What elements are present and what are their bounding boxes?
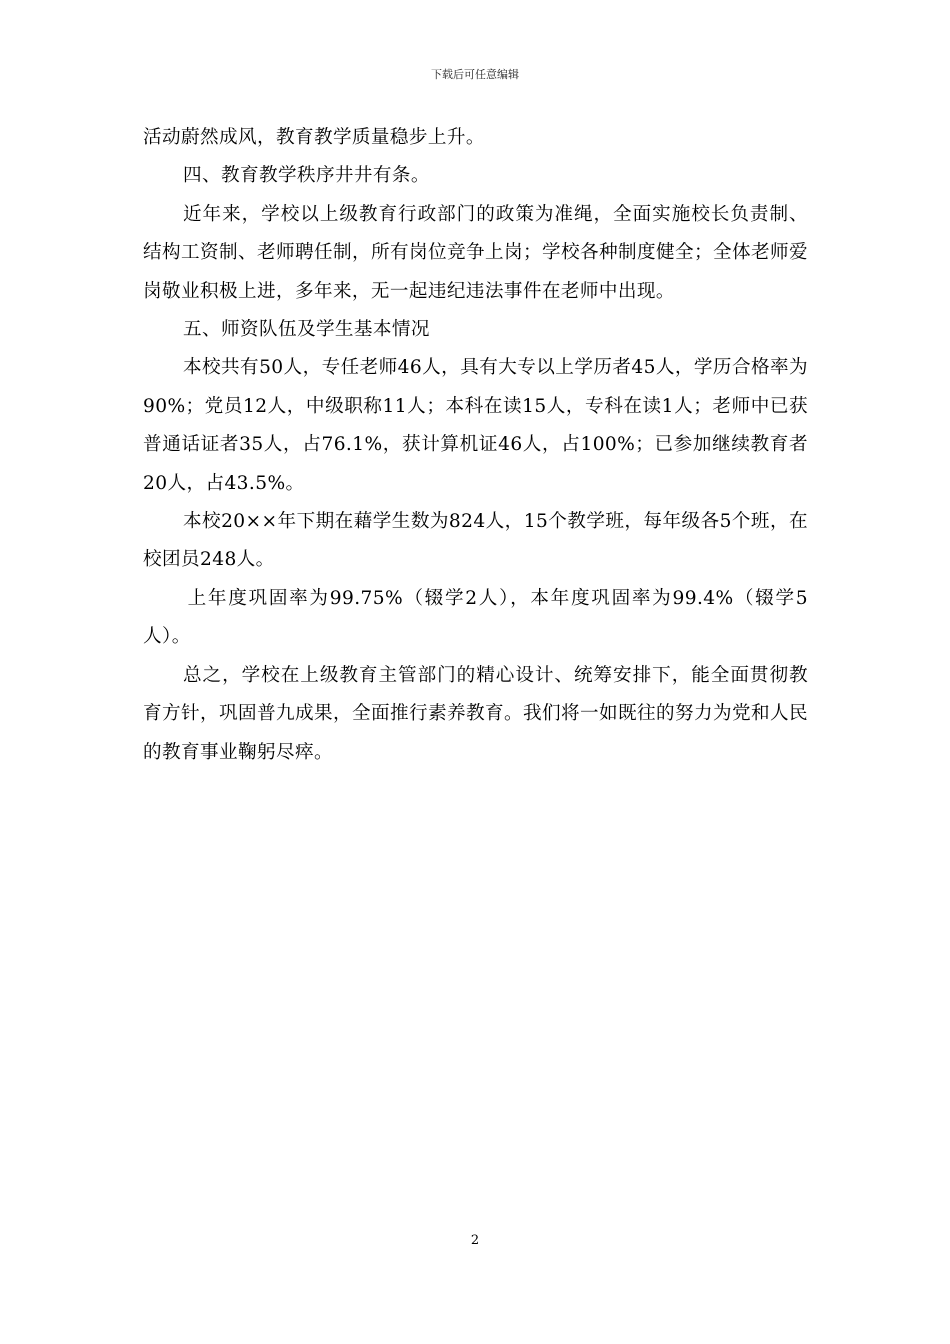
paragraph-order: 近年来，学校以上级教育行政部门的政策为准绳，全面实施校长负责制、结构工资制、老师聘任制，所有岗位竞争上岗；学校各种制度健全；全体老师爱岗敬业积极上进，多年来，无一起违纪违法事件在老师中出现。 — [143, 203, 808, 302]
paragraph-retention: 上年度巩固率为99.75%（辍学2人），本年度巩固率为99.4%（辍学5人）。 — [143, 587, 808, 648]
paragraph-summary: 总之，学校在上级教育主管部门的精心设计、统筹安排下，能全面贯彻教育方针，巩固普九成果，全面推行素养教育。我们将一如既往的努力为党和人民的教育事业鞠躬尽瘁。 — [143, 664, 808, 763]
paragraph-continuation: 活动蔚然成风，教育教学质量稳步上升。 — [143, 127, 485, 148]
page-header: 下载后可任意编辑 — [431, 68, 519, 81]
page-number: 2 — [470, 1233, 480, 1248]
section-heading-4: 四、教育教学秩序井井有条。 — [182, 165, 430, 187]
paragraph-students: 本校20××年下期在藉学生数为824人，15个教学班，每年级各5个班，在校团员248人。 — [143, 511, 808, 571]
document-body — [143, 119, 808, 772]
section-heading-5: 五、师资队伍及学生基本情况 — [182, 319, 430, 341]
paragraph-teachers: 本校共有50人，专任老师46人，具有大专以上学历者45人，学历合格率为90%；党员12人，中级职称11人；本科在读15人，专科在读1人；老师中已获普通话证者35人，占76.1%，获计算机证46人，占100%；已参加继续教育者20人，占43.5%。 — [143, 357, 808, 494]
